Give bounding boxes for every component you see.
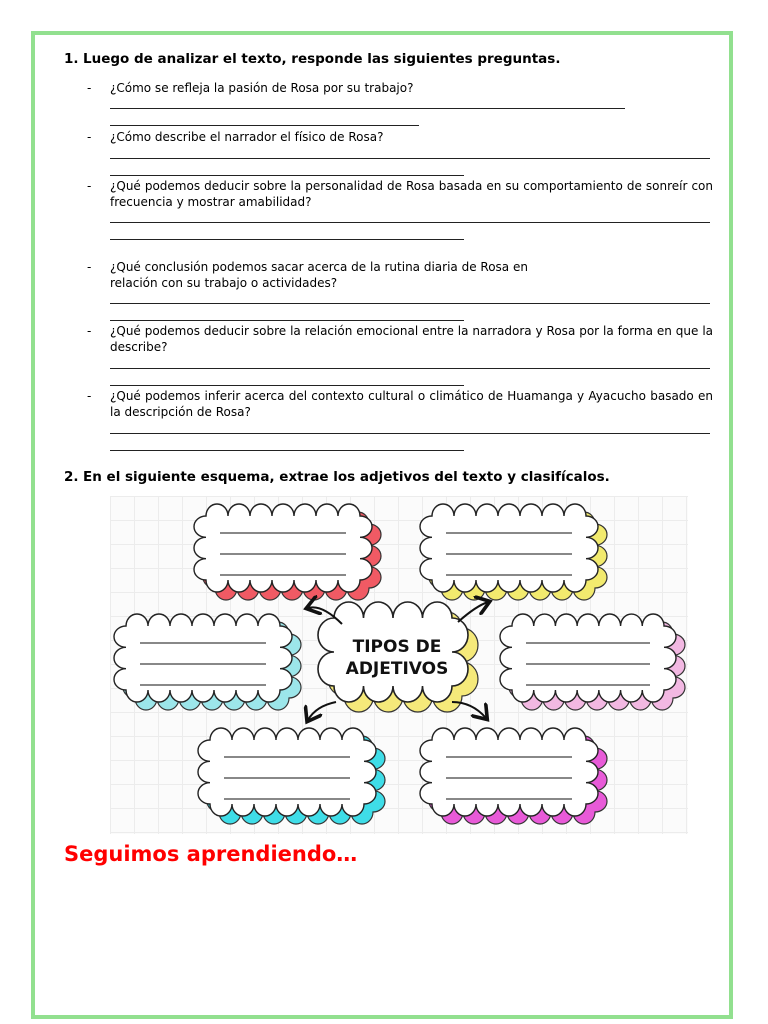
answer-line[interactable] — [110, 303, 710, 304]
answer-line[interactable] — [110, 175, 464, 176]
answer-cloud — [114, 614, 292, 702]
answer-line[interactable] — [110, 433, 710, 434]
answer-cloud — [420, 504, 598, 592]
adjective-types-diagram — [110, 496, 688, 834]
bullet: - — [87, 130, 92, 144]
closing-message: Seguimos aprendiendo… — [64, 842, 358, 866]
question-3 — [87, 178, 713, 210]
question-2 — [87, 129, 713, 145]
question-text: ¿Qué podemos inferir acerca del contexto cultural o climático de Huamanga y Ayacucho basado en la descripción de Rosa? — [110, 389, 713, 419]
answer-line[interactable] — [110, 450, 464, 451]
section-1-number: 1. — [64, 51, 79, 67]
section-2-title — [64, 469, 610, 485]
answer-cloud — [500, 614, 676, 702]
question-1 — [87, 80, 713, 96]
bullet: - — [87, 324, 92, 338]
center-title — [342, 636, 452, 680]
question-4 — [87, 259, 567, 291]
section-2-heading: En el siguiente esquema, extrae los adjetivos del texto y clasifícalos. — [83, 469, 610, 485]
center-title-line1: TIPOS DE — [352, 637, 442, 657]
section-2-number: 2. — [64, 469, 79, 485]
question-6 — [87, 388, 713, 420]
question-text: ¿Qué podemos deducir sobre la personalidad de Rosa basada en su comportamiento de sonreír con frecuencia y mostrar amabilidad? — [110, 179, 713, 209]
answer-cloud — [194, 504, 372, 592]
bullet: - — [87, 389, 92, 403]
answer-line[interactable] — [110, 239, 464, 240]
answer-line[interactable] — [110, 368, 710, 369]
question-text: ¿Cómo se refleja la pasión de Rosa por su trabajo? — [110, 81, 414, 95]
question-5 — [87, 323, 713, 355]
question-text: ¿Cómo describe el narrador el físico de Rosa? — [110, 130, 384, 144]
center-title-line2: ADJETIVOS — [345, 659, 449, 679]
bullet: - — [87, 81, 92, 95]
question-text: ¿Qué podemos deducir sobre la relación emocional entre la narradora y Rosa por la forma en que la describe? — [110, 324, 713, 354]
arrow-icon — [458, 602, 488, 622]
answer-line[interactable] — [110, 385, 464, 386]
answer-line[interactable] — [110, 320, 464, 321]
answer-line[interactable] — [110, 125, 419, 126]
arrow-icon — [308, 702, 336, 720]
answer-line[interactable] — [110, 222, 710, 223]
answer-cloud — [198, 728, 376, 816]
bullet: - — [87, 179, 92, 193]
section-1-heading: Luego de analizar el texto, responde las siguientes preguntas. — [83, 51, 561, 67]
answer-line[interactable] — [110, 158, 710, 159]
section-1-title — [64, 51, 560, 67]
bullet: - — [87, 260, 92, 274]
answer-line[interactable] — [110, 108, 625, 109]
answer-cloud — [420, 728, 598, 816]
question-text: ¿Qué conclusión podemos sacar acerca de la rutina diaria de Rosa en relación con su trabajo o actividades? — [110, 260, 528, 290]
